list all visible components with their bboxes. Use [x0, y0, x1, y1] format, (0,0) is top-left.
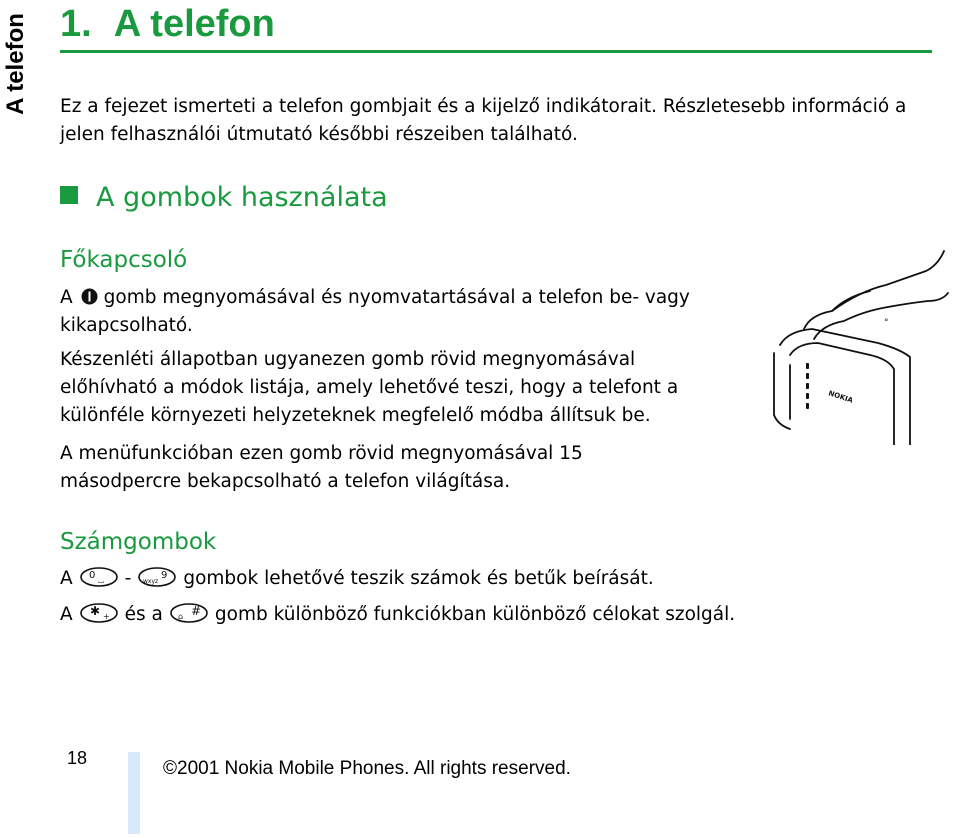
number-keys-prefix-2: A: [60, 604, 73, 625]
intro-paragraph: Ez a fejezet ismerteti a telefon gombjait és a kijelző indikátorait. Részletesebb információ a jelen felhasználói útmutató későbbi részeiben található.: [60, 96, 907, 145]
svg-text:⌴: ⌴: [97, 576, 105, 585]
number-keys-prefix-1: A: [60, 568, 73, 589]
chapter-title: [60, 0, 275, 48]
number-keys-text-1: gombok lehetővé teszik számok és betűk beírását.: [183, 568, 654, 589]
number-keys-line-1: [60, 565, 920, 593]
svg-text:wxyz: wxyz: [143, 578, 159, 585]
section-bullet-icon: [60, 186, 78, 204]
footer-bar: [128, 752, 140, 834]
title-rule: [60, 50, 932, 53]
power-key-prefix: A: [60, 287, 73, 308]
number-keys-text-2: gomb különböző funkciókban különböző célokat szolgál.: [214, 604, 736, 625]
number-keys-line-2: [60, 601, 920, 629]
svg-text:9: 9: [161, 570, 168, 581]
number-keys-and: és a: [124, 604, 163, 625]
power-key-heading: Főkapcsoló: [60, 247, 188, 273]
key-9-icon: [137, 566, 177, 588]
svg-text:0: 0: [88, 570, 96, 581]
power-key-paragraph-2: Készenléti állapotban ugyanezen gomb rövid megnyomásával előhívható a módok listája, amely lehetővé teszi, hogy a telefont a különféle környezeti helyzeteknek megfelelő módba állítsuk be.: [60, 349, 679, 426]
power-key-text: gomb megnyomásával és nyomvatartásával a telefon be- vagy kikapcsolható.: [60, 287, 690, 336]
page-number: 18: [67, 748, 88, 768]
power-icon: [81, 286, 98, 303]
svg-text:#: #: [190, 604, 201, 618]
svg-text:+: +: [102, 612, 110, 621]
number-keys-heading: Számgombok: [60, 529, 217, 555]
side-tab: [0, 0, 32, 128]
chapter-number: 1.: [60, 3, 92, 45]
key-0-icon: [79, 566, 119, 588]
phone-brand-label: NOKIA: [827, 389, 854, 405]
section-heading: [60, 181, 388, 215]
svg-text:°: °: [884, 318, 889, 328]
number-keys-dash: -: [124, 568, 132, 589]
power-key-paragraph-3: A menüfunkcióban ezen gomb rövid megnyomásával 15 másodpercre bekapcsolható a telefon világítása.: [60, 443, 583, 492]
chapter-title-text: A telefon: [113, 3, 275, 45]
section-title: A gombok használata: [96, 182, 388, 213]
key-star-icon: [79, 602, 119, 624]
power-key-paragraph-1: [60, 284, 700, 340]
side-tab-label: A telefon: [2, 13, 29, 115]
copyright-notice: ©2001 Nokia Mobile Phones. All rights reserved.: [163, 758, 571, 779]
phone-illustration: [760, 245, 950, 445]
key-hash-icon: [169, 602, 209, 624]
svg-text:⌂: ⌂: [177, 612, 183, 621]
svg-text:✱: ✱: [89, 604, 100, 618]
